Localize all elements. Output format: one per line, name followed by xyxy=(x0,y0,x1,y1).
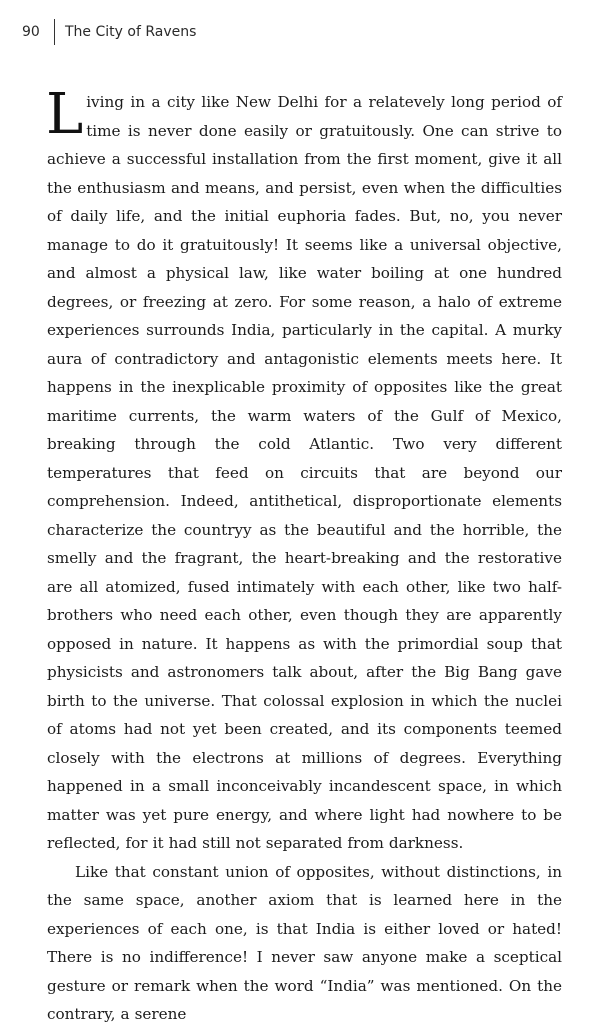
running-title: The City of Ravens xyxy=(65,24,197,40)
page-number: 90 xyxy=(22,24,40,40)
drop-cap: L xyxy=(46,82,84,147)
paragraph-1 xyxy=(46,82,562,858)
header-divider xyxy=(54,19,55,45)
page-header xyxy=(22,20,196,44)
paragraph-1-text: iving in a city like New Delhi for a relatevely long period of time is never done easily or gratuitously. One can strive to achieve a successful installation from the first moment, give it all the enthusiasm and means, and persist, even when the difficulties of daily life, and the initial euphoria fades. But, no, you never manage to do it gratuitously! It seems like a universal objective, and almost a physical law, like water boiling at one hundred degrees, or freezing at zero. For some reason, a halo of extreme experiences surrounds India, particularly in the capital. A murky aura of contradictory and antagonistic elements meets here. It happens in the inexplicable proximity of opposites like the great maritime currents, the warm waters of the Gulf of Mexico, breaking through the cold Atlantic. Two very different temperatures that feed on circuits that are beyond our comprehension. Indeed, antithetical, disproportionate elements characterize the countryy as the beautiful and the horrible, the smelly and the fragrant, the heart-breaking and the restorative are all atomized, fused intimately with each other, like two half-brothers who need each other, even though they are apparently opposed in nature. It happens as with the primordial soup that physicists and astronomers talk about, after the Big Bang gave birth to the universe. That colossal explosion in which the nuclei of atoms had not yet been created, and its components teemed closely with the electrons at millions of degrees. Everything happened in a small inconceivably incandescent space, in which matter was yet pure energy, and where light had nowhere to be reflected, for it had still not separated from darkness. xyxy=(47,93,562,852)
body-text xyxy=(46,82,562,1029)
paragraph-2: Like that constant union of opposites, without distinctions, in the same space, another axiom that is learned here in the experiences of each one, is that India is either loved or hated! There is no indifference! I never saw anyone make a sceptical gesture or remark when the word “India” was mentioned. On the contrary, a serene xyxy=(47,862,562,1023)
